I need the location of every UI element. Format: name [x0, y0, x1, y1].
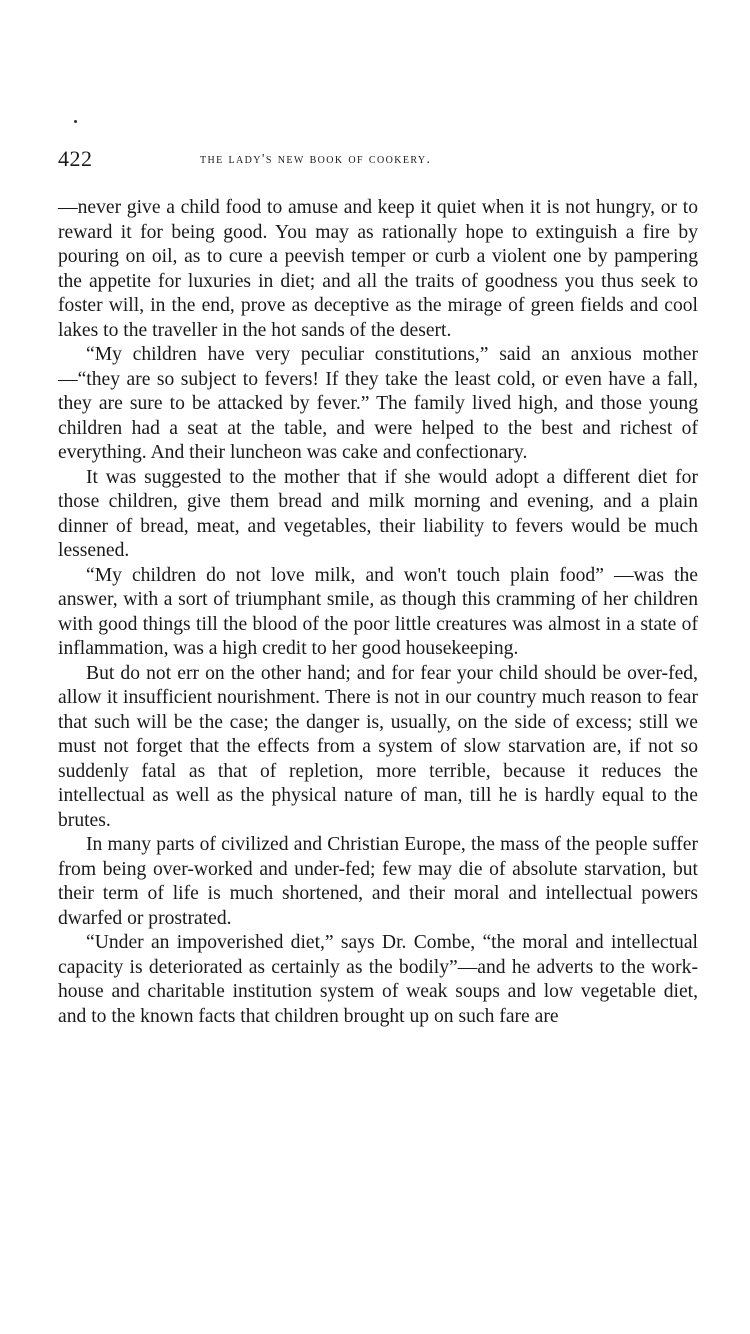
page-number: 422	[58, 146, 93, 171]
paragraph-6: In many parts of civilized and Christian Europe, the mass of the people suffer from being over-worked and under-fed; few may die of absolute starvation, but their term of life is much shortened, and their moral and intellectual powers dwarfed or prostrated.	[58, 834, 698, 929]
paragraph-4: “My children do not love milk, and won't touch plain food” —was the answer, with a sort of triumphant smile, as though this cramming of her children with good things till the blood of the poor little creatures was almost in a state of inflammation, was a high credit to her good housekeeping.	[58, 564, 698, 659]
ink-speck	[74, 120, 77, 123]
paragraph-3: It was suggested to the mother that if she would adopt a different diet for those children, give them bread and milk morning and evening, and a plain dinner of bread, meat, and vegetables, their liability to fevers would be much lessened.	[58, 466, 698, 561]
page-header	[58, 146, 698, 176]
paragraph-2: “My children have very peculiar constitutions,” said an anxious mother—“they are so subject to fevers! If they take the least cold, or even have a fall, they are sure to be attacked by fever.” The family lived high, and those young children had a seat at the table, and were helped to the best and richest of everything. And their luncheon was cake and confectionary.	[58, 344, 698, 463]
paragraph-5: But do not err on the other hand; and for fear your child should be over-fed, allow it insufficient nourishment. There is not in our country much reason to fear that such will be the case; the danger is, usually, on the side of excess; still we must not forget that the effects from a system of slow starvation are, if not so suddenly fatal as that of repletion, more terrible, because it reduces the intellectual as well as the physical nature of man, till he is hardly equal to the brutes.	[58, 662, 698, 831]
paragraph-7: “Under an impoverished diet,” says Dr. Combe, “the moral and intellectual capacity is deteriorated as certainly as the bodily”—and he adverts to the work-house and charitable institution system of weak soups and low vegetable diet, and to the known facts that children brought up on such fare are	[58, 932, 698, 1027]
body-text	[58, 196, 698, 1029]
running-title: the lady's new book of cookery.	[200, 152, 432, 167]
paragraph-1: —never give a child food to amuse and keep it quiet when it is not hungry, or to reward it for being good. You may as rationally hope to extinguish a fire by pouring on oil, as to cure a peevish temper or curb a violent one by pampering the appetite for luxuries in diet; and all the traits of goodness you thus seek to foster will, in the end, prove as deceptive as the mirage of green fields and cool lakes to the traveller in the hot sands of the desert.	[58, 197, 698, 341]
